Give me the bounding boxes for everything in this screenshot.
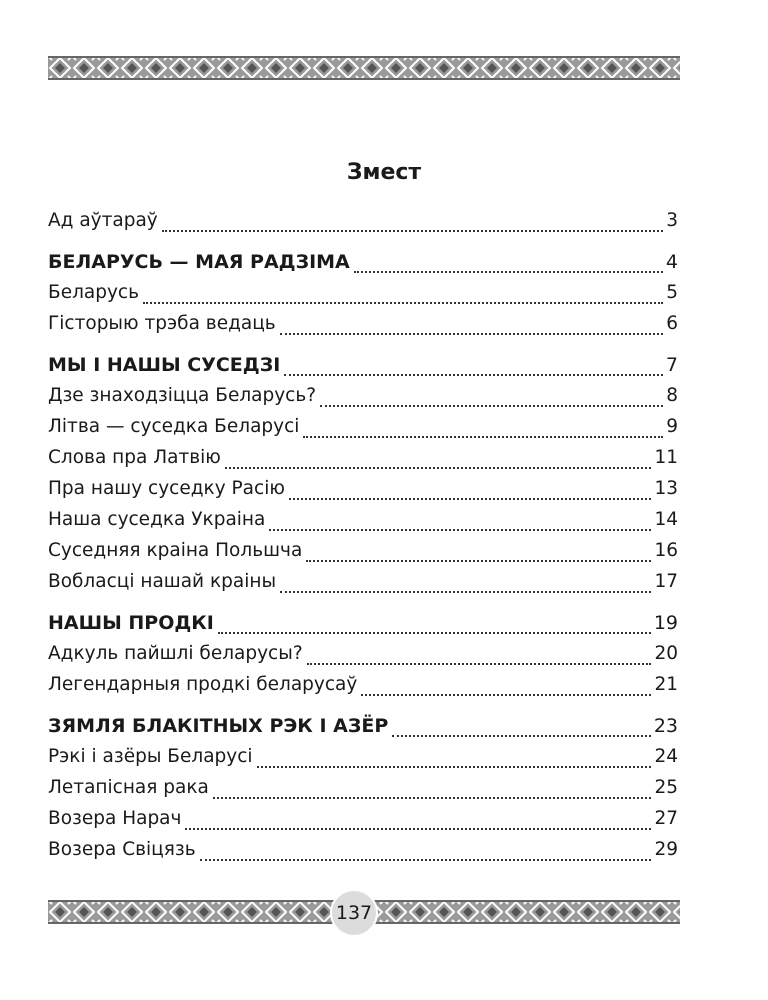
leader-dots: [162, 230, 663, 232]
toc-entry-page: 5: [666, 282, 678, 303]
toc-entry-label: Гісторыю трэба ведаць: [48, 313, 276, 334]
toc-entry-page: 7: [665, 354, 678, 376]
toc-entry: [48, 313, 678, 344]
toc-entry: [48, 385, 678, 416]
toc-entry-page: 20: [654, 643, 678, 664]
leader-dots: [218, 632, 651, 634]
toc-entry-page: 25: [654, 777, 678, 798]
leader-dots: [303, 436, 663, 438]
toc-section-label: МЫ І НАШЫ СУСЕДЗІ: [48, 354, 281, 376]
toc-entry: [48, 746, 678, 777]
leader-dots: [257, 766, 652, 768]
toc-entry-page: 29: [654, 839, 678, 860]
toc-entry-page: 23: [653, 715, 678, 737]
toc-entry-page: 11: [654, 447, 678, 468]
toc-entry: [48, 674, 678, 705]
toc-entry-label: Наша суседка Украіна: [48, 509, 266, 530]
toc-section: [48, 715, 678, 746]
leader-dots: [354, 271, 663, 273]
toc-entry: [48, 210, 678, 241]
toc-entry: [48, 540, 678, 571]
toc-entry-label: Рэкі і азёры Беларусі: [48, 746, 253, 767]
toc-section: [48, 251, 678, 282]
table-of-contents: [48, 210, 678, 870]
toc-entry: [48, 416, 678, 447]
toc-entry-label: Дзе знаходзіцца Беларусь?: [48, 385, 317, 406]
leader-dots: [289, 498, 652, 500]
toc-section-label: НАШЫ ПРОДКІ: [48, 612, 214, 634]
toc-entry: [48, 447, 678, 478]
page-number: 137: [332, 891, 376, 935]
toc-entry-page: 9: [666, 416, 678, 437]
leader-dots: [280, 591, 651, 593]
leader-dots: [143, 302, 663, 304]
toc-entry: [48, 282, 678, 313]
leader-dots: [392, 735, 651, 737]
toc-section-label: БЕЛАРУСЬ — МАЯ РАДЗІМА: [48, 251, 350, 273]
toc-entry-label: Ад аўтараў: [48, 210, 158, 231]
toc-entry-label: Адкуль пайшлі беларусы?: [48, 643, 303, 664]
leader-dots: [185, 828, 651, 830]
toc-entry-label: Возера Нарач: [48, 808, 182, 829]
leader-dots: [284, 374, 663, 376]
toc-entry: [48, 808, 678, 839]
toc-section: [48, 354, 678, 385]
toc-entry-label: Вобласці нашай краіны: [48, 571, 277, 592]
toc-section-label: ЗЯМЛЯ БЛАКІТНЫХ РЭК І АЗЁР: [48, 715, 389, 737]
toc-entry: [48, 509, 678, 540]
toc-entry-page: 14: [654, 509, 678, 530]
toc-entry-label: Слова пра Латвію: [48, 447, 221, 468]
toc-entry-page: 24: [654, 746, 678, 767]
leader-dots: [306, 560, 651, 562]
toc-entry-page: 6: [666, 313, 678, 334]
toc-entry-page: 19: [653, 612, 678, 634]
toc-entry-page: 8: [666, 385, 678, 406]
toc-entry-label: Суседняя краіна Польшча: [48, 540, 303, 561]
toc-entry-page: 27: [654, 808, 678, 829]
leader-dots: [269, 529, 651, 531]
toc-entry: [48, 839, 678, 870]
toc-entry-label: Легендарныя продкі беларусаў: [48, 674, 358, 695]
toc-entry-label: Беларусь: [48, 282, 140, 303]
toc-entry-label: Літва — суседка Беларусі: [48, 416, 300, 437]
leader-dots: [200, 859, 652, 861]
toc-entry: [48, 777, 678, 808]
leader-dots: [320, 405, 663, 407]
page-title: Змест: [346, 160, 422, 185]
toc-entry-page: 3: [666, 210, 678, 231]
leader-dots: [307, 663, 652, 665]
leader-dots: [225, 467, 652, 469]
toc-entry: [48, 571, 678, 602]
leader-dots: [213, 797, 652, 799]
leader-dots: [361, 694, 651, 696]
toc-entry: [48, 478, 678, 509]
top-ornament-border: [48, 56, 680, 80]
toc-entry-label: Летапісная рака: [48, 777, 209, 798]
toc-entry: [48, 643, 678, 674]
toc-entry-page: 13: [654, 478, 678, 499]
toc-entry-label: Пра нашу суседку Расію: [48, 478, 285, 499]
toc-entry-page: 17: [654, 571, 678, 592]
toc-section: [48, 612, 678, 643]
toc-entry-page: 4: [665, 251, 678, 273]
toc-entry-page: 21: [654, 674, 678, 695]
toc-entry-label: Возера Свіцязь: [48, 839, 196, 860]
leader-dots: [280, 333, 664, 335]
toc-entry-page: 16: [654, 540, 678, 561]
